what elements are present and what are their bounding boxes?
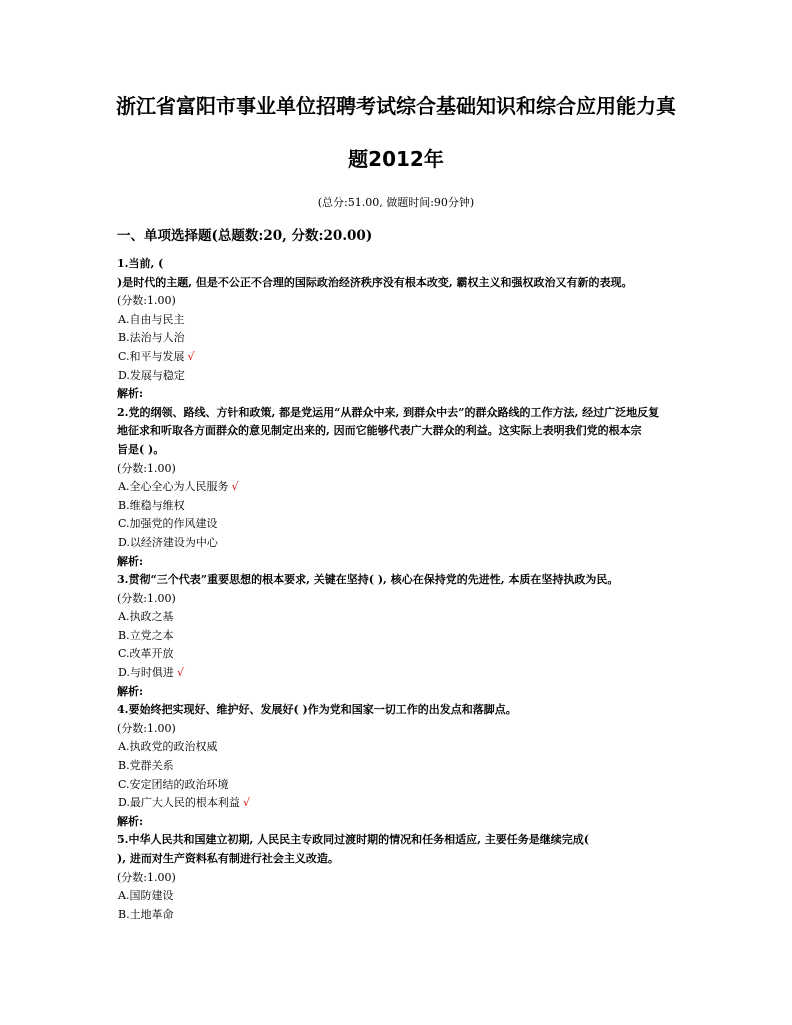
question-score: (分数:1.00) [117,721,176,735]
answer-option-text: B.党群关系 [118,759,174,773]
answer-option [117,478,687,497]
answer-option [117,887,687,906]
answer-option [117,348,687,367]
question-stem-line: 4.要始终把实现好、维护好、发展好( )作为党和国家一切工作的出发点和落脚点。 [117,703,517,717]
question-stem-line: 地征求和听取各方面群众的意见制定出来的, 因而它能够代表广大群众的利益。这实际上表明我们党的根本宗 [117,424,642,438]
correct-check-icon: √ [187,349,195,363]
answer-option [117,645,687,664]
answer-option-text: D.以经济建设为中心 [118,535,218,549]
answer-option [117,311,687,330]
correct-check-icon: √ [176,666,184,680]
answer-option-text: D.发展与稳定 [118,368,185,382]
question-score: (分数:1.00) [117,591,176,605]
answer-option-text: A.执政之基 [118,610,174,624]
document-title-line-2: 题2012年 [348,147,444,171]
document-title-line-1: 浙江省富阳市事业单位招聘考试综合基础知识和综合应用能力真 [116,94,676,118]
answer-option [117,515,687,534]
answer-option [117,776,687,795]
question-stem-line: 1.当前, ( [117,257,164,270]
answer-option [117,627,687,646]
answer-option [117,738,687,757]
question-stem-line: 3.贯彻“三个代表”重要思想的根本要求, 关键在坚持( ), 核心在保持党的先进性, 本质在坚持执政为民。 [117,573,619,587]
analysis-label: 解析: [117,387,144,401]
answer-option [117,329,687,348]
question-block [117,255,687,404]
answer-option [117,534,687,553]
question-stem-line: 旨是( )。 [117,442,165,456]
answer-option-text: B.土地革命 [118,907,174,921]
analysis-label: 解析: [117,814,144,828]
answer-option-text: C.改革开放 [118,647,174,661]
question-list [117,255,687,924]
question-block [117,831,687,924]
answer-option-text: D.与时俱进 [118,666,174,680]
question-stem-line: )是时代的主题, 但是不公正不合理的国际政治经济秩序没有根本改变, 霸权主义和强权政治又有新的表现。 [117,275,633,289]
answer-option [117,664,687,683]
analysis-label: 解析: [117,684,144,698]
question-stem-line: ), 进而对生产资料私有制进行社会主义改造。 [117,852,339,865]
answer-option-text: C.加强党的作风建设 [118,517,218,531]
answer-option [117,906,687,925]
answer-option-text: A.自由与民主 [118,312,185,326]
answer-option-text: A.国防建设 [118,889,174,903]
answer-option [117,794,687,813]
exam-meta: (总分:51.00, 做题时间:90分钟) [317,196,475,209]
question-block [117,701,687,831]
answer-option [117,757,687,776]
answer-option-text: B.法治与人治 [118,331,185,345]
question-block [117,571,687,701]
answer-option-text: A.执政党的政治权威 [118,740,218,754]
correct-check-icon: √ [231,480,239,494]
question-score: (分数:1.00) [117,461,176,475]
analysis-label: 解析: [117,554,144,568]
answer-option-text: B.维稳与维权 [118,498,185,512]
question-block [117,404,687,571]
answer-option [117,367,687,386]
answer-option [117,608,687,627]
question-stem-line: 2.党的纲领、路线、方针和政策, 都是党运用“从群众中来, 到群众中去”的群众路线的工作方法, 经过广泛地反复 [117,405,660,419]
answer-option-text: D.最广大人民的根本利益 [118,796,240,810]
answer-option-text: A.全心全心为人民服务 [118,480,229,494]
question-score: (分数:1.00) [117,870,176,884]
answer-option-text: C.和平与发展 [118,349,185,363]
answer-option-text: B.立党之本 [118,628,174,642]
question-stem-line: 5.中华人民共和国建立初期, 人民民主专政同过渡时期的情况和任务相适应, 主要任务是继续完成( [117,833,590,847]
section-heading: 一、单项选择题(总题数:20, 分数:20.00) [117,228,373,244]
question-score: (分数:1.00) [117,294,176,308]
answer-option [117,497,687,516]
answer-option-text: C.安定团结的政治环境 [118,777,229,791]
correct-check-icon: √ [242,796,250,810]
